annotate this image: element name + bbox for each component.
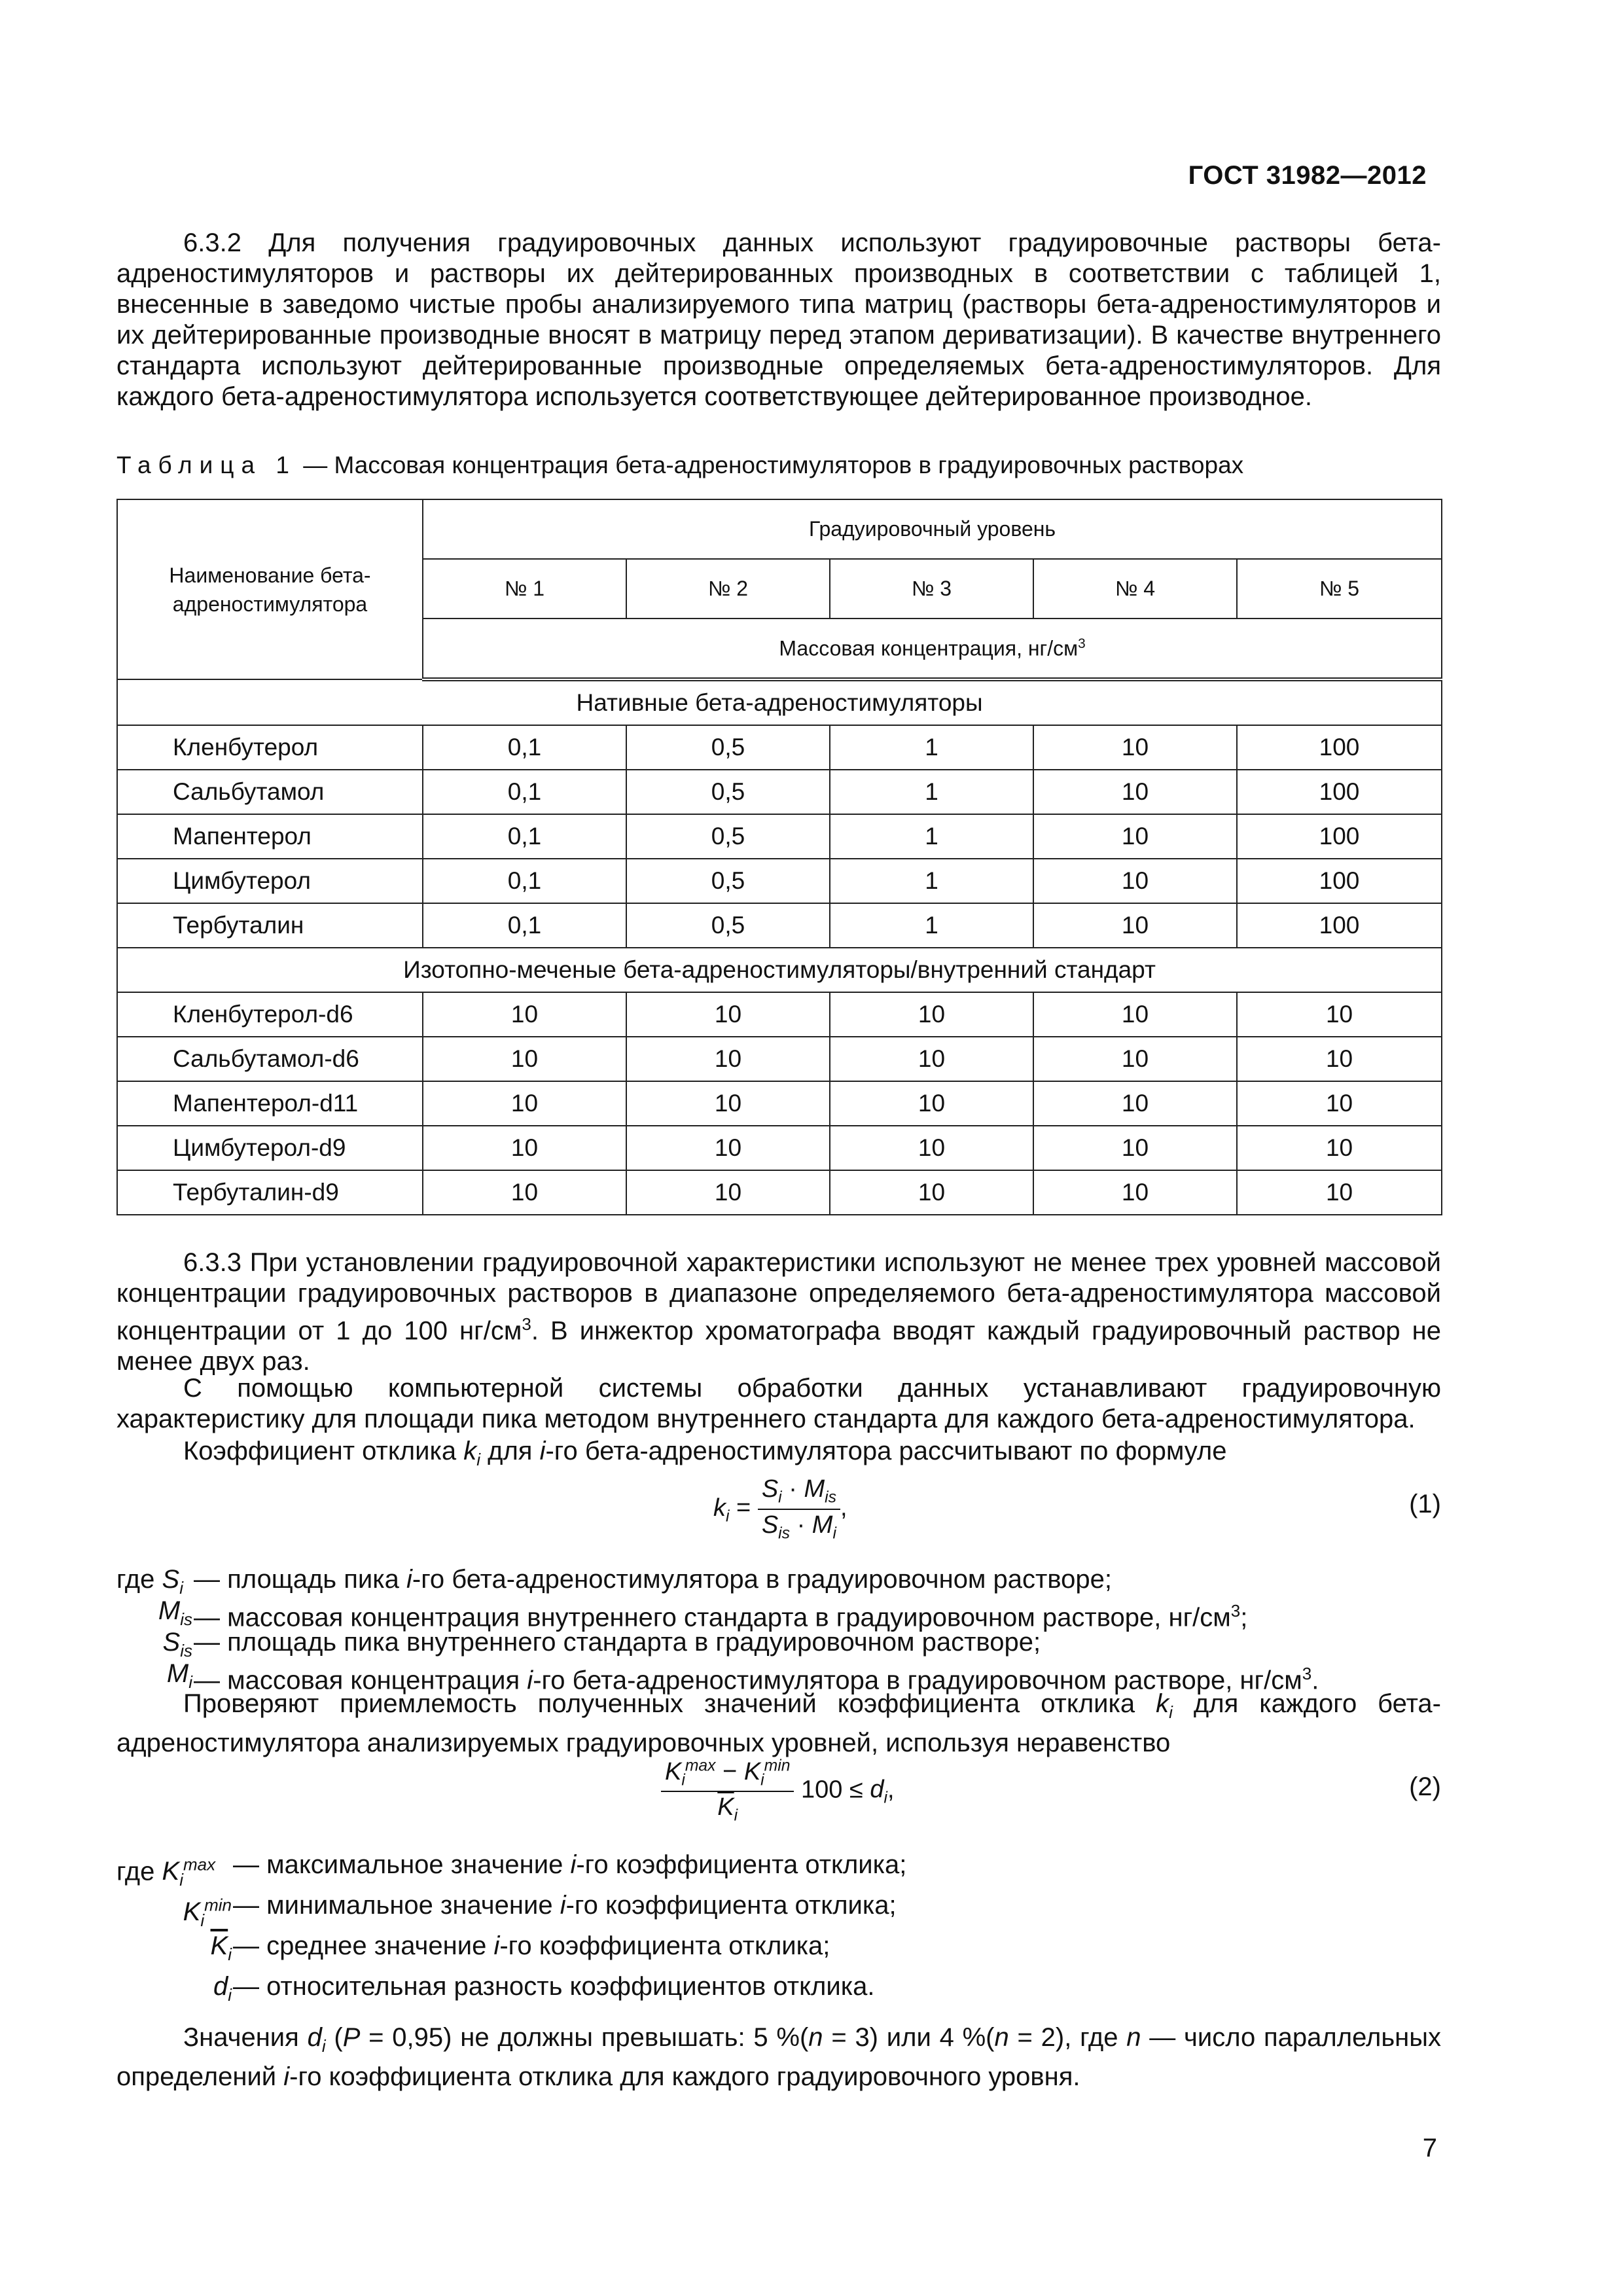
paragraph-text: Коэффициент отклика	[183, 1437, 464, 1465]
definition-text	[233, 1850, 906, 1880]
symbol-n: n	[1126, 2023, 1141, 2052]
definition-symbol: где $S_i$	[116, 1565, 183, 1598]
compound-name: Кленбутерол	[117, 725, 423, 770]
table-cell: 10	[1237, 1170, 1442, 1215]
definition-row	[116, 1890, 1441, 1931]
definition-row	[116, 1850, 1441, 1890]
definition-symbol: $M_i$	[166, 1659, 192, 1692]
table-cell: 10	[1033, 1037, 1237, 1081]
table-cell: 0,1	[423, 859, 626, 903]
table-cell: 10	[1033, 1170, 1237, 1215]
definition-text-part: — максимальное значение	[233, 1850, 571, 1879]
symbol-d: $d_i$	[307, 2023, 326, 2056]
table-cell: 10	[1033, 770, 1237, 814]
paragraph-6-3-3-text-a: 6.3.3 При установлении градуировочной характеристики используют не менее трех уровней массовой концентрации градуировочных растворов в диапазоне определяемого бета-адреностимулятора массовой концентрации от 1 до 100 нг/см	[116, 1248, 1441, 1346]
table-cell: 0,5	[626, 725, 830, 770]
definition-text	[233, 1931, 830, 1962]
table-cell: 100	[1237, 770, 1442, 814]
paragraph-text: -го бета-адреностимулятора рассчитывают по формуле	[545, 1437, 1227, 1465]
definition-text-part: -го коэффициента отклика;	[576, 1850, 907, 1879]
paragraph-text: Проверяют приемлемость полученных значений коэффициента отклика	[183, 1689, 1156, 1718]
table-cell: 10	[626, 1081, 830, 1126]
paragraph-limits	[116, 2022, 1441, 2092]
compound-name: Мапентерол-d11	[117, 1081, 423, 1126]
table-cell: 10	[1033, 992, 1237, 1037]
table-row	[117, 770, 1442, 814]
definition-text-part: — минимальное значение	[233, 1891, 560, 1920]
equation-number-2: (2)	[1409, 1772, 1441, 1801]
name-column-header: Наименование бета-адреностимулятора	[117, 499, 423, 679]
level-header: № 2	[626, 559, 830, 619]
definition-symbol: $S_{is}$	[162, 1628, 192, 1660]
paragraph-6-3-3	[116, 1247, 1441, 1377]
table-cell: 10	[423, 1126, 626, 1170]
table-cell: 10	[626, 1037, 830, 1081]
table-cell: 10	[423, 1037, 626, 1081]
table-cell: 100	[1237, 859, 1442, 903]
section-labeled-header: Изотопно-меченые бета-адреностимуляторы/внутренний стандарт	[117, 948, 1442, 992]
table-cell: 0,5	[626, 903, 830, 948]
paragraph-text: -го коэффициента отклика для каждого градуировочного уровня.	[289, 2062, 1080, 2091]
table-row	[117, 814, 1442, 859]
table-cell: 10	[1237, 1081, 1442, 1126]
table-cell: 10	[626, 992, 830, 1037]
level-header: № 5	[1237, 559, 1442, 619]
symbol-k: $k_i$	[463, 1437, 480, 1469]
table-row	[117, 992, 1442, 1037]
paragraph-text: (	[325, 2023, 343, 2052]
symbol-n: n	[994, 2023, 1009, 2052]
table-cell: 10	[1033, 859, 1237, 903]
symbol-i: i	[539, 1437, 546, 1465]
table-cell: 100	[1237, 903, 1442, 948]
unit-header-sup: 3	[1078, 636, 1086, 651]
table-cell: 100	[1237, 725, 1442, 770]
definition-text-part: -го бета-адреностимулятора в градуировочном растворе, нг/см	[533, 1666, 1302, 1695]
table-cell: 0,1	[423, 725, 626, 770]
definition-symbol: $K_i^{min}$	[183, 1895, 232, 1931]
table-cell: 10	[626, 1170, 830, 1215]
table-cell: 10	[830, 992, 1033, 1037]
definition-symbol: $M_{is}$	[158, 1596, 192, 1629]
definition-text-part: -го коэффициента отклика;	[565, 1891, 897, 1920]
calibration-table	[116, 499, 1442, 1215]
paragraph-text: = 0,95) не должны превышать: 5 %(	[360, 2023, 809, 2052]
compound-name: Цимбутерол	[117, 859, 423, 903]
table-row	[117, 903, 1442, 948]
table-cell: 0,5	[626, 859, 830, 903]
table-caption-label: Таблица 1	[116, 452, 296, 478]
section-native-header: Нативные бета-адреностимуляторы	[117, 679, 1442, 725]
definition-text-part: ;	[1240, 1603, 1248, 1632]
definition-text: — площадь пика внутреннего стандарта в градуировочном растворе;	[194, 1628, 1041, 1657]
definition-symbol: $d_i$	[213, 1972, 232, 2005]
definitions-formula-1	[116, 1564, 1441, 1695]
formula-1: $k_i$ = $\frac{S_i \cdot M_{is}}{S_{is} \cdot M_i}$ ,	[713, 1475, 847, 1543]
definition-text-part: — среднее значение	[233, 1931, 494, 1960]
table-cell: 1	[830, 770, 1033, 814]
definition-italic: i	[560, 1891, 566, 1920]
table-cell: 10	[1237, 992, 1442, 1037]
table-cell: 10	[830, 1170, 1033, 1215]
table-cell: 10	[1033, 903, 1237, 948]
table-row	[117, 1037, 1442, 1081]
paragraph-calibration-system: С помощью компьютерной системы обработки данных устанавливают градуировочную характеристику для площади пика методом внутреннего стандарта для каждого бета-адреностимулятора.	[116, 1374, 1441, 1433]
definition-text-part: — массовая концентрация внутреннего стандарта в градуировочном растворе, нг/см	[194, 1603, 1231, 1632]
paragraph-6-3-2: 6.3.2 Для получения градуировочных данных используют градуировочные растворы бета-адреностимуляторов и растворы их дейтерированных производных в соответствии с таблицей 1, внесенные в заведомо чистые пробы анализируемого типа матриц (растворы бета-адреностимуляторов и их дейтерированные производные вносят в матрицу перед этапом дериватизации). В качестве внутреннего стандарта используют дейтерированные производные определяемых бета-адреностимуляторов. Для каждого бета-адреностимулятора используется соответствующее дейтерированное производное.	[116, 228, 1441, 411]
definition-symbol: где $K_i^{max}$	[116, 1855, 216, 1890]
paragraph-text: = 2), где	[1008, 2023, 1127, 2052]
standard-designation: ГОСТ 31982—2012	[1188, 161, 1427, 190]
table-caption-text: — Массовая концентрация бета-адреностимуляторов в градуировочных растворах	[303, 452, 1244, 478]
table-cell: 10	[1237, 1126, 1442, 1170]
table-cell: 1	[830, 859, 1033, 903]
symbol-n: n	[808, 2023, 823, 2052]
table-row	[117, 1081, 1442, 1126]
table-row	[117, 1126, 1442, 1170]
table-cell: 10	[423, 1081, 626, 1126]
table-cell: 100	[1237, 814, 1442, 859]
table-row	[117, 725, 1442, 770]
compound-name: Кленбутерол-d6	[117, 992, 423, 1037]
definition-text-part: -го коэффициента отклика;	[499, 1931, 830, 1960]
table-cell: 1	[830, 903, 1033, 948]
equation-number-1: (1)	[1409, 1490, 1441, 1518]
paragraph-text: — число параллельных определений	[116, 2023, 1442, 2091]
table-cell: 0,1	[423, 770, 626, 814]
table-cell: 1	[830, 725, 1033, 770]
table-cell: 1	[830, 814, 1033, 859]
table-cell: 10	[830, 1037, 1033, 1081]
table-cell: 0,5	[626, 814, 830, 859]
compound-name: Цимбутерол-d9	[117, 1126, 423, 1170]
symbol-k: $k_i$	[1156, 1689, 1173, 1722]
table-cell: 10	[1033, 814, 1237, 859]
symbol-p: P	[342, 2023, 361, 2052]
level-header: № 3	[830, 559, 1033, 619]
definition-row	[116, 1564, 1441, 1596]
definition-row	[116, 1627, 1441, 1659]
table-cell: 10	[1033, 725, 1237, 770]
definition-symbol: $\overline{K}_i$	[210, 1931, 232, 1964]
table-cell: 10	[626, 1126, 830, 1170]
paragraph-text: = 3) или 4 %(	[823, 2023, 995, 2052]
compound-name: Сальбутамол-d6	[117, 1037, 423, 1081]
table-cell: 10	[830, 1081, 1033, 1126]
definition-sup: 3	[1302, 1664, 1312, 1683]
level-header: № 1	[423, 559, 626, 619]
unit-sup: 3	[522, 1314, 531, 1334]
table-cell: 10	[423, 1170, 626, 1215]
definition-row	[116, 1971, 1441, 2012]
paragraph-6-3-3-text-b: . В инжектор хроматографа вводят каждый градуировочный раствор не менее двух раз.	[116, 1316, 1442, 1376]
definition-text	[233, 1890, 897, 1921]
table-row	[117, 1170, 1442, 1215]
definition-row	[116, 1659, 1441, 1695]
definition-italic: i	[570, 1850, 577, 1879]
definition-italic: i	[406, 1565, 412, 1594]
symbol-i: i	[283, 2062, 290, 2091]
level-group-header: Градуировочный уровень	[423, 499, 1442, 559]
definition-text-part: -го бета-адреностимулятора в градуировочном растворе;	[412, 1565, 1113, 1594]
table-cell: 10	[1033, 1081, 1237, 1126]
table-row	[117, 859, 1442, 903]
compound-name: Тербуталин	[117, 903, 423, 948]
paragraph-text: Значения	[183, 2023, 308, 2052]
definition-prefix: где	[116, 1565, 155, 1594]
table-cell: 0,5	[626, 770, 830, 814]
paragraph-acceptability	[116, 1689, 1441, 1759]
definition-sup: 3	[1230, 1601, 1241, 1621]
definitions-formula-2	[116, 1850, 1441, 2012]
table-cell: 10	[1237, 1037, 1442, 1081]
paragraph-text: для каждого бета-адреностимулятора анализируемых градуировочных уровней, используя неравенство	[116, 1689, 1442, 1757]
definition-text: — относительная разность коэффициентов отклика.	[233, 1972, 875, 2001]
page-number: 7	[1422, 2134, 1437, 2162]
table-cell: 10	[830, 1126, 1033, 1170]
unit-header	[423, 619, 1442, 679]
paragraph-response-coefficient	[116, 1436, 1441, 1475]
table-cell: 10	[1033, 1126, 1237, 1170]
table-caption	[116, 450, 1441, 480]
definition-italic: i	[527, 1666, 533, 1695]
definition-italic: i	[493, 1931, 500, 1960]
table-cell: 10	[423, 992, 626, 1037]
compound-name: Тербуталин-d9	[117, 1170, 423, 1215]
formula-2: $\frac{K_i^{max} - K_i^{min}}{\overline{K}_i}$ $100 \le d_i$,	[661, 1757, 895, 1825]
definition-text-part: — массовая концентрация	[194, 1666, 527, 1695]
definition-row	[116, 1596, 1441, 1632]
compound-name: Сальбутамол	[117, 770, 423, 814]
definition-text-part: — площадь пика	[194, 1565, 406, 1594]
unit-header-text: Массовая концентрация, нг/см	[779, 636, 1079, 660]
level-header: № 4	[1033, 559, 1237, 619]
table-cell: 0,1	[423, 814, 626, 859]
definition-prefix: где	[116, 1857, 155, 1886]
definition-row	[116, 1931, 1441, 1971]
compound-name: Мапентерол	[117, 814, 423, 859]
definition-text-part: .	[1311, 1666, 1319, 1695]
table-cell: 0,1	[423, 903, 626, 948]
paragraph-text: для	[480, 1437, 540, 1465]
definition-text	[194, 1564, 1112, 1595]
